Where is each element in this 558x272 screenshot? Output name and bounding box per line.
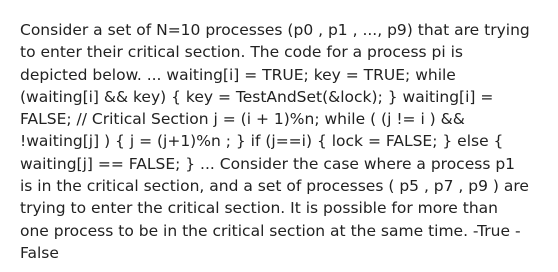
- question-line: FALSE; // Critical Section j = (i + 1)%n; while ( (j != i ) &&: [20, 110, 465, 129]
- question-line: trying to enter the critical section. It is possible for more than: [20, 199, 498, 218]
- question-line: !waiting[j] ) { j = (j+1)%n ; } if (j==i) { lock = FALSE; } else {: [20, 132, 504, 151]
- question-text: [20, 19, 542, 264]
- question-line: (waiting[i] && key) { key = TestAndSet(&lock); } waiting[i] =: [20, 87, 494, 106]
- question-line: False: [20, 243, 59, 262]
- question-line: one process to be in the critical section at the same time. -True -: [20, 221, 521, 240]
- question-line: is in the critical section, and a set of processes ( p5 , p7 , p9 ) are: [20, 177, 529, 196]
- question-line: Consider a set of N=10 processes (p0 , p1 , ..., p9) that are trying: [20, 21, 530, 39]
- question-line: waiting[j] == FALSE; } ... Consider the case where a process p1: [20, 154, 516, 173]
- question-line: depicted below. ... waiting[i] = TRUE; key = TRUE; while: [20, 65, 456, 84]
- question-line: to enter their critical section. The code for a process pi is: [20, 43, 463, 62]
